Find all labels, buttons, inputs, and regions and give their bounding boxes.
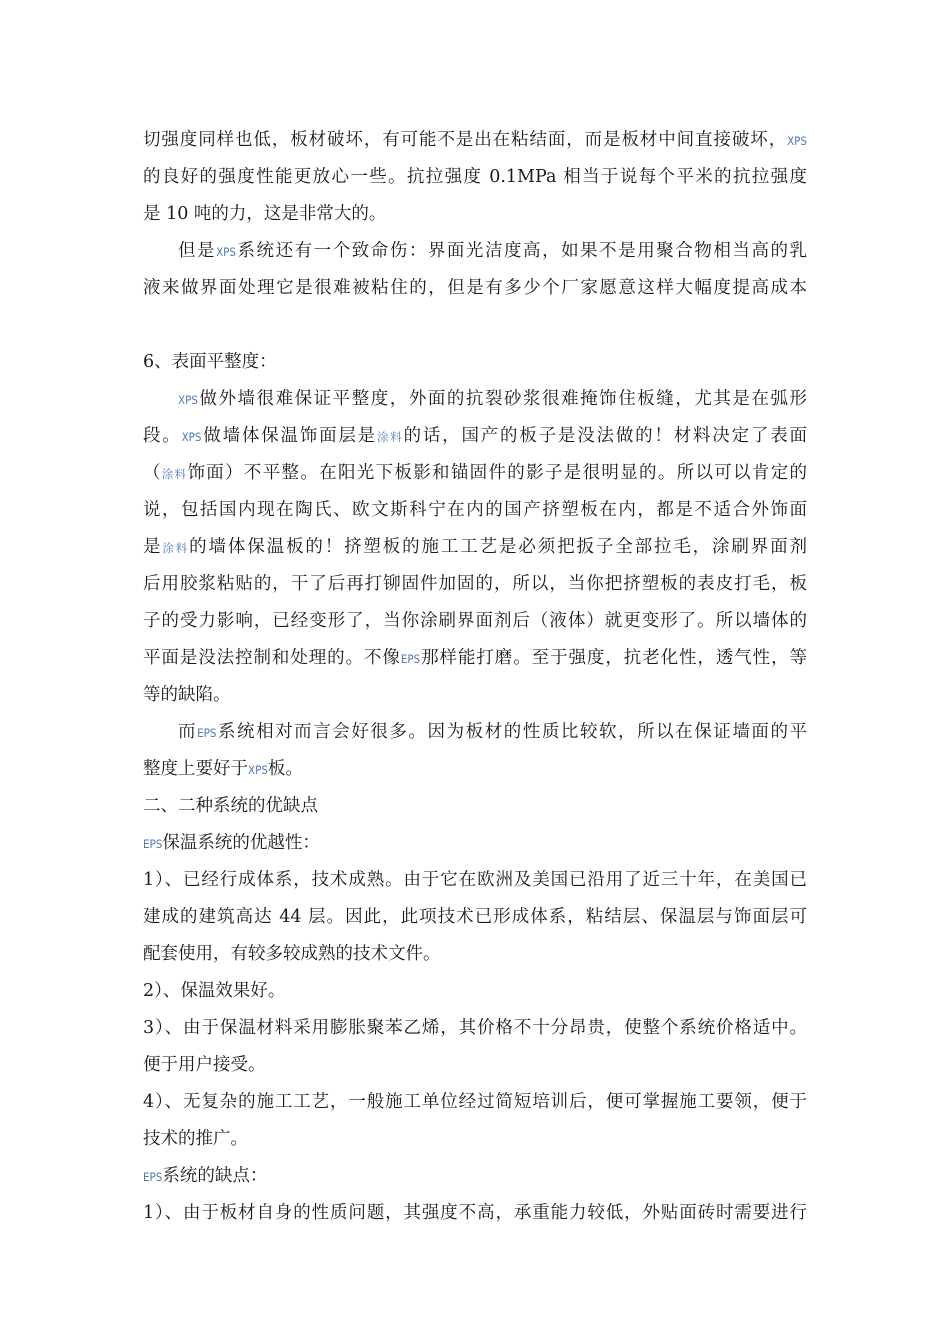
keyword-link[interactable]: EPS bbox=[197, 726, 217, 740]
section-heading: 6、表面平整度： bbox=[143, 352, 277, 372]
text-line: 整度上要好于XPS板。 bbox=[143, 759, 303, 779]
text-line: 液来做界面处理它是很难被粘住的，但是有多少个厂家愿意这样大幅度提高成本 bbox=[143, 278, 807, 298]
subsection-heading: EPS系统的缺点： bbox=[143, 1166, 268, 1186]
text-line: 子的受力影响，已经变形了，当你涂刷界面剂后（液体）就更变形了。所以墙体的 bbox=[143, 611, 807, 631]
document-body bbox=[143, 122, 807, 1232]
text-line: 建成的建筑高达 44 层。因此，此项技术已形成体系，粘结层、保温层与饰面层可 bbox=[143, 907, 807, 927]
text-line: 切强度同样也低，板材破坏，有可能不是出在粘结面，而是板材中间直接破坏，XPS bbox=[143, 130, 807, 150]
paragraph-gap bbox=[143, 307, 807, 344]
text-line: 而EPS系统相对而言会好很多。因为板材的性质比较软，所以在保证墙面的平 bbox=[178, 722, 807, 742]
subsection-heading: EPS保温系统的优越性： bbox=[143, 833, 320, 853]
list-item: 2）、保温效果好。 bbox=[143, 981, 286, 1001]
text-line: 便于用户接受。 bbox=[143, 1055, 266, 1075]
keyword-link[interactable]: 涂料 bbox=[376, 430, 404, 444]
keyword-link[interactable]: XPS bbox=[216, 245, 236, 259]
keyword-link[interactable]: EPS bbox=[143, 1170, 163, 1184]
text-line: 段。XPS做墙体保温饰面层是涂料的话，国产的板子是没法做的！材料决定了表面 bbox=[143, 426, 807, 446]
text-line: 的良好的强度性能更放心一些。抗拉强度 0.1MPa 相当于说每个平米的抗拉强度 bbox=[143, 167, 807, 187]
text-line: 配套使用，有较多较成熟的技术文件。 bbox=[143, 944, 441, 964]
keyword-link[interactable]: XPS bbox=[248, 763, 268, 777]
text-line: 是 10 吨的力，这是非常大的。 bbox=[143, 204, 387, 224]
text-line: 但是XPS系统还有一个致命伤：界面光洁度高，如果不是用聚合物相当高的乳 bbox=[178, 241, 807, 261]
text-line: 说，包括国内现在陶氏、欧文斯科宁在内的国产挤塑板在内，都是不适合外饰面 bbox=[143, 500, 807, 520]
text-line: 后用胶浆粘贴的，干了后再打铆固件加固的，所以，当你把挤塑板的表皮打毛，板 bbox=[143, 574, 807, 594]
keyword-link[interactable]: 涂料 bbox=[161, 467, 188, 481]
section-heading: 二、二种系统的优缺点 bbox=[143, 796, 318, 816]
list-item: 1）、已经行成体系，技术成熟。由于它在欧洲及美国已沿用了近三十年，在美国已 bbox=[143, 870, 807, 890]
list-item: 3）、由于保温材料采用膨胀聚苯乙烯，其价格不十分昂贵，使整个系统价格适中。 bbox=[143, 1018, 807, 1038]
text-line: （涂料饰面）不平整。在阳光下板影和锚固件的影子是很明显的。所以可以肯定的 bbox=[143, 463, 807, 483]
text-line: 是涂料的墙体保温板的！挤塑板的施工工艺是必须把扳子全部拉毛，涂刷界面剂 bbox=[143, 537, 807, 557]
list-item: 4）、无复杂的施工工艺，一般施工单位经过简短培训后，便可掌握施工要领，便于 bbox=[143, 1092, 807, 1112]
text-line: 等的缺陷。 bbox=[143, 685, 231, 705]
keyword-link[interactable]: XPS bbox=[787, 134, 807, 148]
list-item: 1）、由于板材自身的性质问题，其强度不高，承重能力较低，外贴面砖时需要进行 bbox=[143, 1203, 807, 1223]
keyword-link[interactable]: 涂料 bbox=[162, 541, 190, 555]
text-line: 平面是没法控制和处理的。不像EPS那样能打磨。至于强度，抗老化性，透气性，等 bbox=[143, 648, 807, 668]
keyword-link[interactable]: XPS bbox=[181, 430, 202, 444]
keyword-link[interactable]: EPS bbox=[143, 837, 163, 851]
text-line: XPS做外墙很难保证平整度，外面的抗裂砂浆很难掩饰住板缝，尤其是在弧形 bbox=[178, 389, 807, 409]
keyword-link[interactable]: XPS bbox=[178, 393, 198, 407]
keyword-link[interactable]: EPS bbox=[400, 652, 421, 666]
text-line: 技术的推广。 bbox=[143, 1129, 248, 1149]
